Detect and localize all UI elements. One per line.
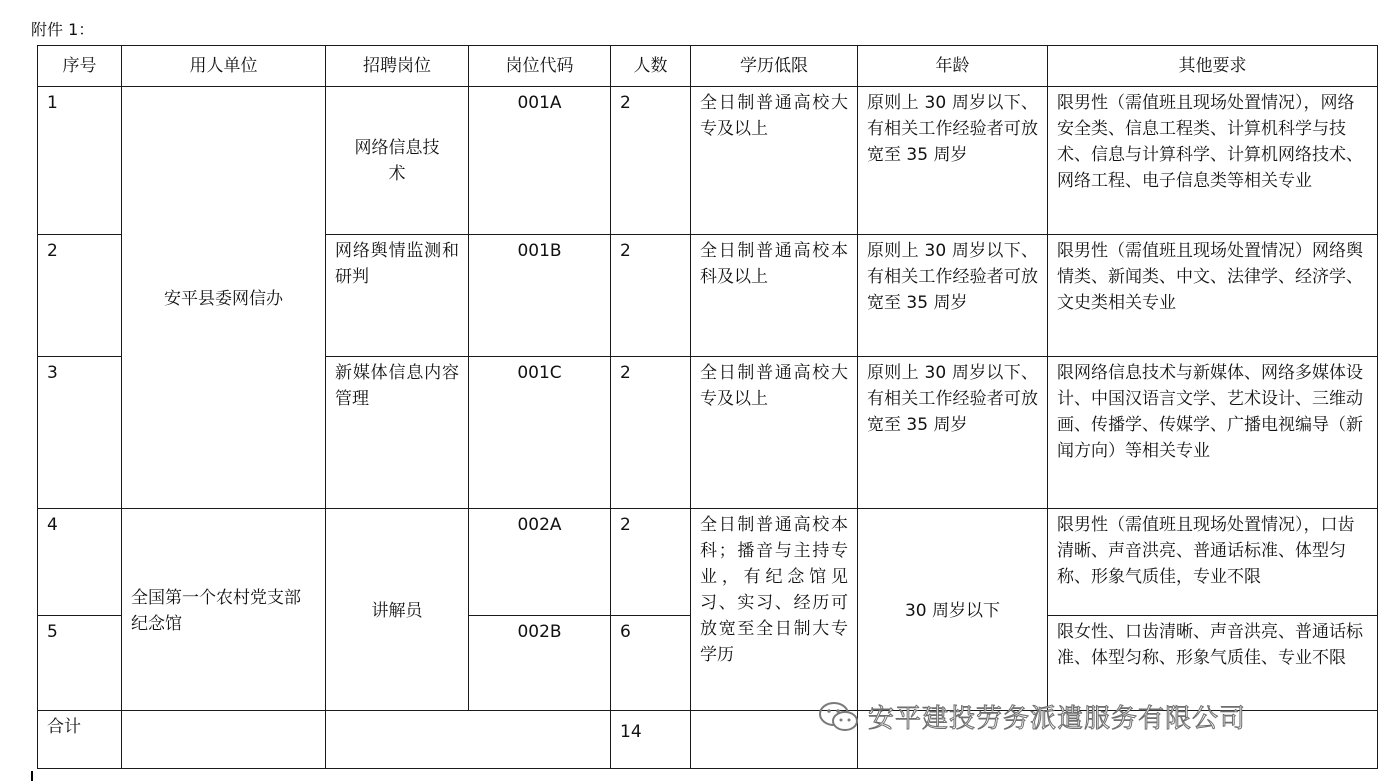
total-empty-requirements — [858, 711, 1378, 769]
header-unit: 用人单位 — [122, 46, 326, 87]
cell-no: 3 — [38, 357, 122, 509]
cell-position: 新媒体信息内容管理 — [326, 357, 469, 509]
cell-unit: 安平县委网信办 — [122, 87, 326, 509]
cell-code: 001C — [469, 357, 611, 509]
cell-code: 001B — [469, 235, 611, 357]
watermark-text: 安平建投劳务派遣服务有限公司 — [868, 704, 1247, 734]
cell-education: 全日制普通高校本科及以上 — [691, 235, 858, 357]
cell-unit: 全国第一个农村党支部纪念馆 — [122, 509, 326, 711]
header-no: 序号 — [38, 46, 122, 87]
cell-requirements: 限网络信息技术与新媒体、网络多媒体设计、中国汉语言文学、艺术设计、三维动画、传播学、传媒学、广播电视编导（新闻方向）等相关专业 — [1048, 357, 1378, 509]
cell-count: 2 — [611, 235, 691, 357]
total-label: 合计 — [38, 711, 122, 769]
cell-position: 讲解员 — [326, 509, 469, 711]
table-row — [38, 87, 1378, 235]
header-requirements: 其他要求 — [1048, 46, 1378, 87]
header-code: 岗位代码 — [469, 46, 611, 87]
cell-age: 30 周岁以下 — [858, 509, 1048, 711]
cell-requirements: 限男性（需值班且现场处置情况），口齿清晰、声音洪亮、普通话标准、体型匀称、形象气质佳，专业不限 — [1048, 509, 1378, 616]
recruitment-table — [37, 45, 1378, 769]
cell-no: 1 — [38, 87, 122, 235]
cell-code: 002B — [469, 616, 611, 711]
header-row — [38, 46, 1378, 87]
cell-education: 全日制普通高校大专及以上 — [691, 357, 858, 509]
cell-requirements: 限男性（需值班且现场处置情况），网络安全类、信息工程类、计算机科学与技术、信息与计算科学、计算机网络技术、网络工程、电子信息类等相关专业 — [1048, 87, 1378, 235]
cell-requirements: 限男性（需值班且现场处置情况）网络舆情类、新闻类、中文、法律学、经济学、文史类相关专业 — [1048, 235, 1378, 357]
cell-age: 原则上 30 周岁以下、有相关工作经验者可放宽至 35 周岁 — [858, 235, 1048, 357]
total-empty-education — [691, 711, 858, 769]
header-education: 学历低限 — [691, 46, 858, 87]
total-empty-unit — [122, 711, 326, 769]
cell-age: 原则上 30 周岁以下、有相关工作经验者可放宽至 35 周岁 — [858, 357, 1048, 509]
header-position: 招聘岗位 — [326, 46, 469, 87]
table-row — [38, 509, 1378, 616]
cell-no: 2 — [38, 235, 122, 357]
header-count: 人数 — [611, 46, 691, 87]
cell-count: 6 — [611, 616, 691, 711]
total-count: 14 — [611, 711, 691, 769]
total-empty-position — [326, 711, 611, 769]
cell-education: 全日制普通高校大专及以上 — [691, 87, 858, 235]
cell-code: 002A — [469, 509, 611, 616]
header-age: 年龄 — [858, 46, 1048, 87]
cell-position: 网络信息技术 — [326, 87, 469, 235]
text-cursor — [31, 771, 33, 781]
attachment-label: 附件 1： — [31, 20, 95, 39]
cell-count: 2 — [611, 87, 691, 235]
cell-requirements: 限女性、口齿清晰、声音洪亮、普通话标准、体型匀称、形象气质佳、专业不限 — [1048, 616, 1378, 711]
cell-position: 网络舆情监测和研判 — [326, 235, 469, 357]
cell-no: 5 — [38, 616, 122, 711]
cell-code: 001A — [469, 87, 611, 235]
cell-age: 原则上 30 周岁以下、有相关工作经验者可放宽至 35 周岁 — [858, 87, 1048, 235]
cell-count: 2 — [611, 357, 691, 509]
cell-no: 4 — [38, 509, 122, 616]
cell-education: 全日制普通高校本科；播音与主持专业，有纪念馆见习、实习、经历可放宽至全日制大专学历 — [691, 509, 858, 711]
cell-count: 2 — [611, 509, 691, 616]
total-row — [38, 711, 1378, 769]
